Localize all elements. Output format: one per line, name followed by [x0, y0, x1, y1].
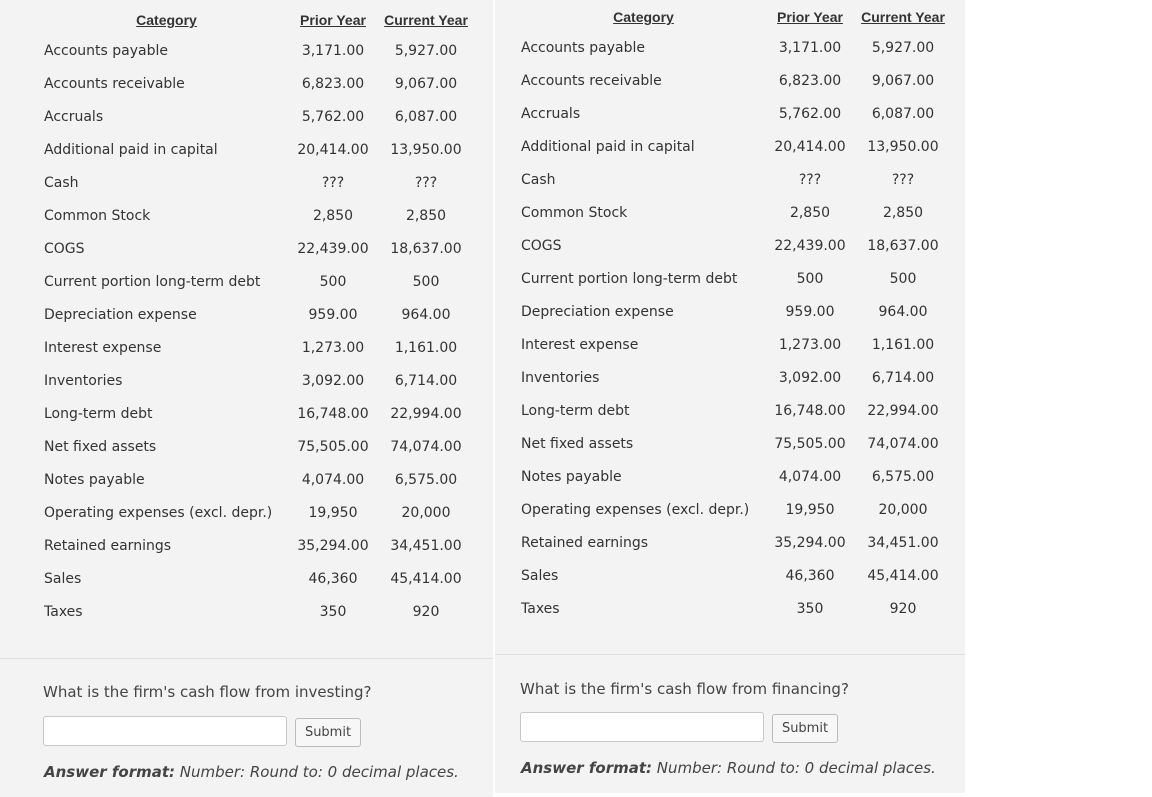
- cell-current-year: 6,087.00: [871, 105, 935, 122]
- table-row: [521, 31, 952, 64]
- header-prior-year: Prior Year: [300, 12, 366, 28]
- cell-current-year: 2,850: [882, 204, 924, 221]
- cell-current-year: 920: [412, 603, 440, 620]
- cell-category: Retained earnings: [44, 537, 172, 554]
- cell-category: Sales: [521, 567, 559, 584]
- cell-prior-year: 22,439.00: [774, 237, 846, 254]
- cell-prior-year: 16,748.00: [774, 402, 846, 419]
- table-row: [44, 331, 475, 364]
- cell-prior-year: 2,850: [312, 207, 354, 224]
- cell-category: Net fixed assets: [44, 438, 157, 455]
- cell-current-year: 34,451.00: [867, 534, 939, 551]
- cell-current-year: ???: [414, 174, 438, 191]
- cell-prior-year: 20,414.00: [774, 138, 846, 155]
- table-row: [521, 196, 952, 229]
- header-current-year: Current Year: [384, 12, 468, 28]
- cell-category: Current portion long-term debt: [44, 273, 261, 290]
- table-row: [521, 427, 952, 460]
- answer-input[interactable]: [43, 716, 287, 746]
- question-text: What is the firm's cash flow from financing?: [520, 680, 849, 698]
- table-row: [44, 364, 475, 397]
- cell-prior-year: 350: [796, 600, 824, 617]
- table-row: [521, 97, 952, 130]
- question-text: What is the firm's cash flow from investing?: [43, 683, 372, 701]
- cell-prior-year: 5,762.00: [778, 105, 842, 122]
- table-row: [44, 298, 475, 331]
- answer-format: [521, 759, 936, 777]
- cell-current-year: 6,087.00: [394, 108, 458, 125]
- cell-prior-year: 16,748.00: [297, 405, 369, 422]
- cell-prior-year: 19,950: [308, 504, 358, 521]
- cell-current-year: 45,414.00: [867, 567, 939, 584]
- table-row: [521, 592, 952, 625]
- cell-current-year: 22,994.00: [390, 405, 462, 422]
- cell-prior-year: 1,273.00: [778, 336, 842, 353]
- cell-prior-year: 6,823.00: [778, 72, 842, 89]
- cell-category: Taxes: [521, 600, 560, 617]
- cell-current-year: 13,950.00: [390, 141, 462, 158]
- cell-category: COGS: [521, 237, 562, 254]
- cell-prior-year: 46,360: [308, 570, 358, 587]
- table-row: [521, 295, 952, 328]
- answer-format-label: Answer format:: [44, 763, 176, 781]
- table-row: [521, 328, 952, 361]
- table-row: [44, 133, 475, 166]
- cell-current-year: 2,850: [405, 207, 447, 224]
- cell-prior-year: 20,414.00: [297, 141, 369, 158]
- cell-prior-year: 75,505.00: [297, 438, 369, 455]
- divider: [0, 658, 493, 659]
- cell-category: Additional paid in capital: [44, 141, 218, 158]
- table-row: [44, 397, 475, 430]
- cell-prior-year: 3,171.00: [778, 39, 842, 56]
- table-row: [44, 100, 475, 133]
- cell-current-year: 6,714.00: [871, 369, 935, 386]
- cell-category: Inventories: [521, 369, 600, 386]
- cell-prior-year: 500: [796, 270, 824, 287]
- cell-category: Accruals: [44, 108, 104, 125]
- table-row: [521, 394, 952, 427]
- cell-category: Additional paid in capital: [521, 138, 695, 155]
- table-row: [44, 199, 475, 232]
- table-row: [521, 526, 952, 559]
- cell-prior-year: 5,762.00: [301, 108, 365, 125]
- table-row: [44, 496, 475, 529]
- cell-category: Accounts receivable: [521, 72, 662, 89]
- cell-category: Common Stock: [44, 207, 151, 224]
- cell-current-year: 45,414.00: [390, 570, 462, 587]
- cell-current-year: 500: [889, 270, 917, 287]
- cell-current-year: 9,067.00: [871, 72, 935, 89]
- cell-current-year: 6,714.00: [394, 372, 458, 389]
- cell-current-year: 20,000: [401, 504, 451, 521]
- table-header-row: [44, 6, 475, 34]
- header-category: Category: [136, 12, 197, 28]
- table-row: [44, 166, 475, 199]
- cell-prior-year: 3,092.00: [301, 372, 365, 389]
- cell-category: Operating expenses (excl. depr.): [44, 504, 273, 521]
- cell-prior-year: 46,360: [785, 567, 835, 584]
- table-row: [44, 529, 475, 562]
- table-header-row: [521, 3, 952, 31]
- submit-button[interactable]: Submit: [772, 714, 838, 743]
- cell-category: Current portion long-term debt: [521, 270, 738, 287]
- cell-category: Notes payable: [521, 468, 622, 485]
- cell-prior-year: 22,439.00: [297, 240, 369, 257]
- cell-current-year: ???: [891, 171, 915, 188]
- balance-data-table: [521, 3, 952, 625]
- balance-data-table: [44, 6, 475, 628]
- cell-current-year: 6,575.00: [871, 468, 935, 485]
- cell-current-year: 964.00: [878, 303, 928, 320]
- header-current-year: Current Year: [861, 9, 945, 25]
- cell-current-year: 74,074.00: [390, 438, 462, 455]
- cell-category: Depreciation expense: [44, 306, 197, 323]
- cell-prior-year: 500: [319, 273, 347, 290]
- table-row: [44, 595, 475, 628]
- table-row: [44, 562, 475, 595]
- cell-category: Long-term debt: [521, 402, 630, 419]
- cell-current-year: 74,074.00: [867, 435, 939, 452]
- cell-current-year: 5,927.00: [394, 42, 458, 59]
- cell-prior-year: 4,074.00: [301, 471, 365, 488]
- divider: [495, 654, 965, 655]
- cell-category: Cash: [521, 171, 556, 188]
- cell-current-year: 920: [889, 600, 917, 617]
- cell-current-year: 1,161.00: [394, 339, 458, 356]
- cell-category: COGS: [44, 240, 85, 257]
- cell-prior-year: 350: [319, 603, 347, 620]
- cell-category: Depreciation expense: [521, 303, 674, 320]
- header-prior-year: Prior Year: [777, 9, 843, 25]
- cell-category: Inventories: [44, 372, 123, 389]
- cell-prior-year: 35,294.00: [774, 534, 846, 551]
- cell-current-year: 13,950.00: [867, 138, 939, 155]
- cell-current-year: 20,000: [878, 501, 928, 518]
- cell-prior-year: 959.00: [308, 306, 358, 323]
- table-row: [44, 430, 475, 463]
- cell-prior-year: 19,950: [785, 501, 835, 518]
- cell-category: Retained earnings: [521, 534, 649, 551]
- cell-prior-year: 3,171.00: [301, 42, 365, 59]
- cell-current-year: 9,067.00: [394, 75, 458, 92]
- cell-current-year: 1,161.00: [871, 336, 935, 353]
- cell-prior-year: 6,823.00: [301, 75, 365, 92]
- cell-current-year: 964.00: [401, 306, 451, 323]
- table-row: [521, 262, 952, 295]
- cell-prior-year: 3,092.00: [778, 369, 842, 386]
- cell-category: Taxes: [44, 603, 83, 620]
- table-row: [44, 34, 475, 67]
- cell-prior-year: 959.00: [785, 303, 835, 320]
- cell-current-year: 34,451.00: [390, 537, 462, 554]
- table-row: [521, 163, 952, 196]
- answer-format-text: Number: Round to: 0 decimal places.: [179, 763, 459, 781]
- cell-category: Accounts payable: [44, 42, 168, 59]
- question-panel-financing: [495, 0, 965, 793]
- cell-current-year: 18,637.00: [390, 240, 462, 257]
- cell-category: Common Stock: [521, 204, 628, 221]
- cell-category: Net fixed assets: [521, 435, 634, 452]
- cell-category: Cash: [44, 174, 79, 191]
- cell-current-year: 500: [412, 273, 440, 290]
- cell-category: Sales: [44, 570, 82, 587]
- cell-prior-year: 35,294.00: [297, 537, 369, 554]
- cell-category: Accounts receivable: [44, 75, 185, 92]
- answer-format-text: Number: Round to: 0 decimal places.: [656, 759, 936, 777]
- cell-category: Accruals: [521, 105, 581, 122]
- cell-current-year: 22,994.00: [867, 402, 939, 419]
- table-row: [44, 232, 475, 265]
- table-row: [521, 493, 952, 526]
- table-row: [44, 67, 475, 100]
- table-row: [521, 229, 952, 262]
- cell-prior-year: ???: [798, 171, 822, 188]
- answer-format-label: Answer format:: [521, 759, 653, 777]
- cell-prior-year: 75,505.00: [774, 435, 846, 452]
- cell-category: Notes payable: [44, 471, 145, 488]
- table-row: [521, 130, 952, 163]
- table-row: [521, 460, 952, 493]
- cell-prior-year: ???: [321, 174, 345, 191]
- cell-prior-year: 2,850: [789, 204, 831, 221]
- cell-current-year: 6,575.00: [394, 471, 458, 488]
- cell-prior-year: 4,074.00: [778, 468, 842, 485]
- answer-format: [44, 763, 459, 781]
- table-row: [44, 265, 475, 298]
- header-category: Category: [613, 9, 674, 25]
- cell-category: Operating expenses (excl. depr.): [521, 501, 750, 518]
- question-panel-investing: [0, 0, 493, 797]
- submit-button[interactable]: Submit: [295, 718, 361, 747]
- cell-category: Interest expense: [44, 339, 162, 356]
- cell-current-year: 18,637.00: [867, 237, 939, 254]
- cell-current-year: 5,927.00: [871, 39, 935, 56]
- cell-category: Long-term debt: [44, 405, 153, 422]
- table-row: [521, 361, 952, 394]
- table-row: [44, 463, 475, 496]
- table-row: [521, 559, 952, 592]
- cell-prior-year: 1,273.00: [301, 339, 365, 356]
- cell-category: Interest expense: [521, 336, 639, 353]
- answer-input[interactable]: [520, 712, 764, 742]
- cell-category: Accounts payable: [521, 39, 645, 56]
- table-row: [521, 64, 952, 97]
